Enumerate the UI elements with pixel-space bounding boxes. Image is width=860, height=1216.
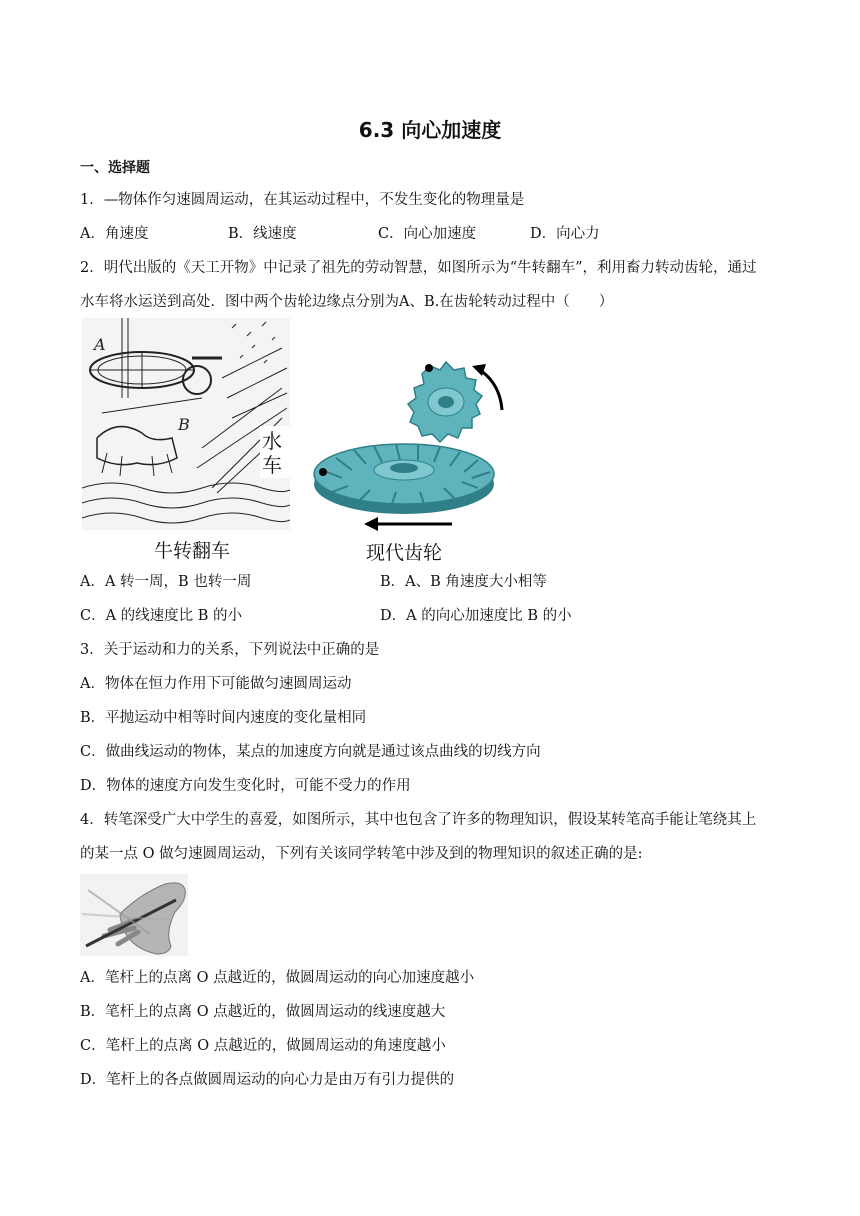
- q1-option-a: A．角速度: [80, 226, 149, 242]
- hand-pen-illustration: [80, 874, 188, 956]
- left-figure-caption: 牛转翻车: [154, 540, 231, 562]
- q3-option-b: B．平抛运动中相等时间内速度的变化量相同: [80, 710, 367, 726]
- section-heading: 一、选择题: [80, 160, 150, 176]
- page-title: 6.3 向心加速度: [358, 118, 502, 142]
- rotation-arrow-top: [480, 370, 502, 410]
- large-gear: [314, 444, 494, 514]
- modern-gears-figure: [312, 352, 512, 566]
- q2-stem-line1: 2．明代出版的《天工开物》中记录了祖先的劳动智慧，如图所示为“牛转翻车”，利用畜力转动齿轮，通过: [80, 260, 757, 276]
- small-gear: [408, 362, 482, 442]
- q2-option-d: D．A 的向心加速度比 B 的小: [380, 608, 572, 624]
- q1-option-c: C．向心加速度: [378, 226, 477, 242]
- woodcut-illustration: [82, 318, 290, 530]
- q1-option-b: B．线速度: [228, 226, 297, 242]
- point-a-label: A: [94, 335, 106, 354]
- q2-option-a: A．A 转一周，B 也转一周: [80, 574, 252, 590]
- q3-option-c: C．做曲线运动的物体，某点的加速度方向就是通过该点曲线的切线方向: [80, 744, 541, 760]
- q4-stem-line2: 的某一点 O 做匀速圆周运动，下列有关该同学转笔中涉及到的物理知识的叙述正确的是:: [80, 846, 643, 862]
- point-b-dot: [319, 468, 327, 476]
- q3-option-d: D．物体的速度方向发生变化时，可能不受力的作用: [80, 778, 411, 794]
- pen-spinning-photo: [80, 874, 188, 956]
- q4-option-a: A．笔杆上的点离 O 点越近的，做圆周运动的向心加速度越小: [80, 970, 475, 986]
- q2-option-c: C．A 的线速度比 B 的小: [80, 608, 243, 624]
- q3-stem: 3．关于运动和力的关系，下列说法中正确的是: [80, 642, 380, 658]
- water-wheel-label-2: 车: [262, 453, 282, 477]
- point-a-dot: [425, 364, 433, 372]
- q2-option-b: B．A、B 角速度大小相等: [380, 574, 547, 590]
- q1-stem: 1．—物体作匀速圆周运动，在其运动过程中，不发生变化的物理量是: [80, 192, 525, 208]
- q4-option-b: B．笔杆上的点离 O 点越近的，做圆周运动的线速度越大: [80, 1004, 446, 1020]
- gears-illustration: [312, 352, 512, 534]
- q4-option-d: D．笔杆上的各点做圆周运动的向心力是由万有引力提供的: [80, 1072, 455, 1088]
- q4-stem-line1: 4．转笔深受广大中学生的喜爱，如图所示，其中也包含了许多的物理知识，假设某转笔高手能让笔绕其上: [80, 812, 757, 828]
- water-wheel-label-1: 水: [262, 429, 282, 453]
- q3-option-a: A．物体在恒力作用下可能做匀速圆周运动: [80, 676, 352, 692]
- q1-option-d: D．向心力: [530, 226, 600, 242]
- ox-water-wheel-figure: [82, 318, 290, 564]
- point-b-label: B: [178, 415, 190, 434]
- q4-option-c: C．笔杆上的点离 O 点越近的，做圆周运动的角速度越小: [80, 1038, 446, 1054]
- right-figure-caption: 现代齿轮: [366, 542, 443, 564]
- q2-stem-line2: 水车将水运送到高处．图中两个齿轮边缘点分别为A、B.在齿轮转动过程中（ ）: [80, 294, 614, 310]
